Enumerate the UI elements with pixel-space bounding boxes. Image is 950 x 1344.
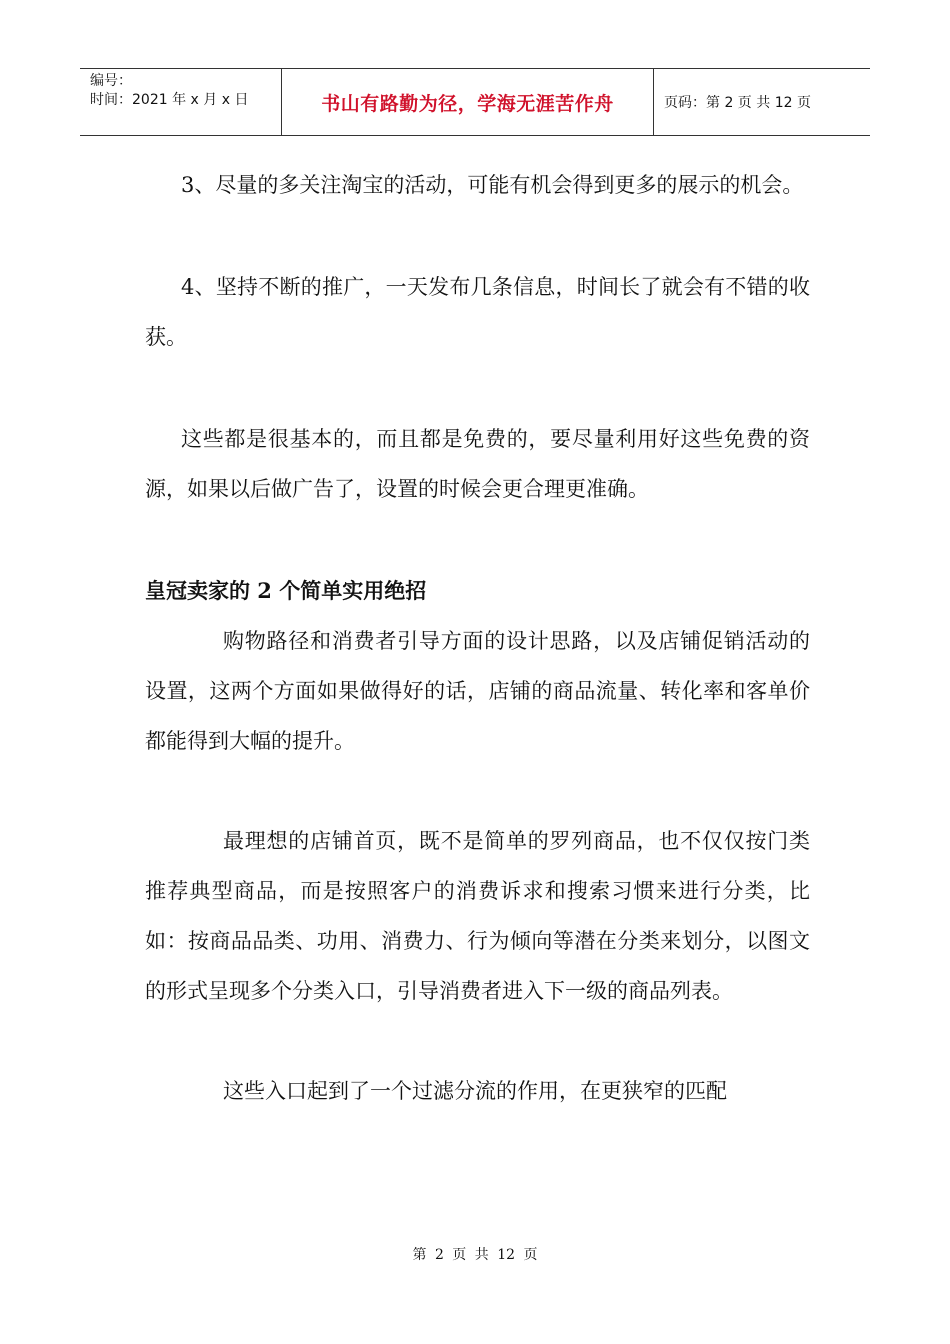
header-meta-cell <box>80 69 282 135</box>
header-page-info: 页码：第 2 页 共 12 页 <box>664 95 811 111</box>
spacer <box>145 514 810 566</box>
paragraph-summary: 这些都是很基本的，而且都是免费的，要尽量利用好这些免费的资源，如果以后做广告了，设置的时候会更合理更准确。 <box>145 427 810 501</box>
paragraph-2: 最理想的店铺首页，既不是简单的罗列商品，也不仅仅按门类推荐典型商品，而是按照客户的消费诉求和搜索习惯来进行分类，比如：按商品品类、功用、消费力、行为倾向等潜在分类来划分，以图文的形式呈现多个分类入口，引导消费者进入下一级的商品列表。 <box>145 829 810 1003</box>
paragraph-3: 这些入口起到了一个过滤分流的作用，在更狭窄的匹配 <box>223 1079 727 1103</box>
paragraph-item-3: 3、尽量的多关注淘宝的活动，可能有机会得到更多的展示的机会。 <box>181 173 804 197</box>
section-heading: 皇冠卖家的 2 个简单实用绝招 <box>145 578 427 603</box>
spacer <box>145 766 810 816</box>
spacer <box>145 210 810 262</box>
document-header <box>80 68 870 136</box>
number-label: 编号： <box>90 73 132 89</box>
header-motto: 书山有路勤为径，学海无涯苦作舟 <box>282 69 654 135</box>
paragraph-1: 购物路径和消费者引导方面的设计思路，以及店铺促销活动的设置，这两个方面如果做得好的话，店铺的商品流量、转化率和客单价都能得到大幅的提升。 <box>145 629 810 753</box>
date-label: 时间：2021 年 x 月 x 日 <box>90 92 249 108</box>
document-body <box>145 160 810 1116</box>
paragraph-item-4: 4、坚持不断的推广，一天发布几条信息，时间长了就会有不错的收获。 <box>145 275 810 349</box>
spacer <box>145 362 810 414</box>
spacer <box>145 1016 810 1066</box>
page-footer: 第 2 页 共 12 页 <box>412 1247 538 1263</box>
